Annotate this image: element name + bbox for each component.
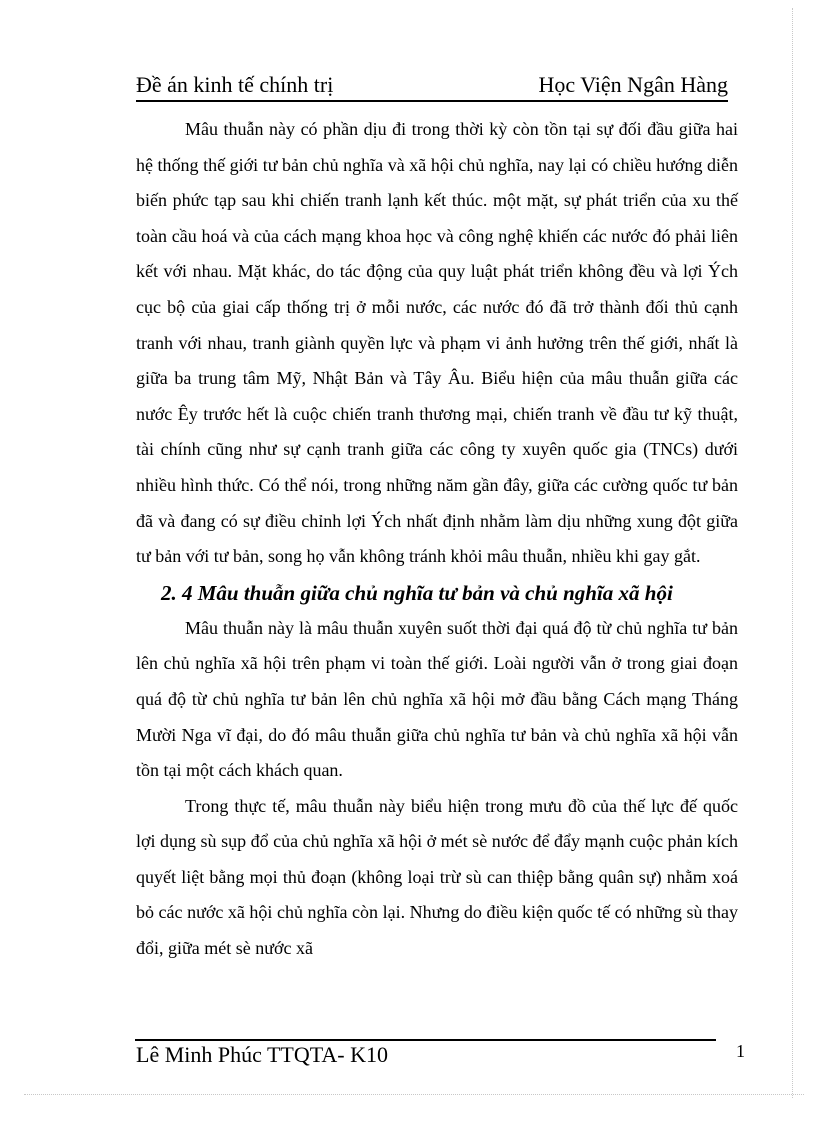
paragraph-2: Mâu thuẫn này là mâu thuẫn xuyên suốt thời đại quá độ từ chủ nghĩa tư bản lên chủ nghĩa xã hội trên phạm vi toàn thế giới. Loài người vẫn ở trong giai đoạn quá độ từ chủ nghĩa tư bản lên chủ nghĩa xã hội mở đầu bằng Cách mạng Tháng Mười Nga vĩ đại, do đó mâu thuẫn giữa chủ nghĩa tư bản và chủ nghĩa xã hội vẫn tồn tại một cách khách quan. xyxy=(136,617,738,781)
page-edge-right xyxy=(792,8,793,1098)
footer-divider xyxy=(135,1039,716,1041)
section-heading: 2. 4 Mâu thuẫn giữa chủ nghĩa tư bản và chủ nghĩa xã hội xyxy=(161,580,673,605)
page-number: 1 xyxy=(736,1041,745,1061)
page-header xyxy=(136,70,728,102)
footer-author: Lê Minh Phúc TTQTA- K10 xyxy=(136,1042,389,1067)
paragraph-1: Mâu thuẫn này có phần dịu đi trong thời kỳ còn tồn tại sự đối đầu giữa hai hệ thống thế giới tư bản chủ nghĩa và xã hội chủ nghĩa, nay lại có chiều hướng diễn biến phức tạp sau khi chiến tranh lạnh kết thúc. một mặt, sự phát triển của xu thế toàn cầu hoá và của cách mạng khoa học và công nghệ khiến các nước đó phải liên kết với nhau. Mặt khác, do tác động của quy luật phát triển không đều và lợi Ých cục bộ của giai cấp thống trị ở mỗi nước, các nước đó đã trở thành đối thủ cạnh tranh với nhau, tranh giành quyền lực và phạm vi ảnh hưởng trên thế giới, nhất là giữa ba trung tâm Mỹ, Nhật Bản và Tây Âu. Biểu hiện của mâu thuẫn giữa các nước Êy trước hết là cuộc chiến tranh thương mại, chiến tranh về đầu tư kỹ thuật, tài chính cũng như sự cạnh tranh giữa các công ty xuyên quốc gia (TNCs) dưới nhiều hình thức. Có thể nói, trong những năm gần đây, giữa các cường quốc tư bản đã và đang có sự điều chỉnh lợi Ých nhất định nhằm làm dịu những xung đột giữa tư bản với tư bản, song họ vẫn không tránh khỏi mâu thuẫn, nhiều khi gay gắt. xyxy=(136,119,738,567)
paragraph-3: Trong thực tế, mâu thuẫn này biểu hiện trong mưu đồ của thế lực đế quốc lợi dụng sù sụp đổ của chủ nghĩa xã hội ở mét sè nước để đẩy mạnh cuộc phản kích quyết liệt bằng mọi thủ đoạn (không loại trừ sù can thiệp bằng quân sự) nhằm xoá bỏ các nước xã hội chủ nghĩa còn lại. Nhưng do điều kiện quốc tế có những sù thay đổi, giữa mét sè nước xã xyxy=(136,795,738,959)
header-title-right: Học Viện Ngân Hàng xyxy=(538,72,728,97)
page-edge-bottom xyxy=(24,1094,804,1095)
header-title-left: Đề án kinh tế chính trị xyxy=(136,72,334,97)
page-content xyxy=(136,112,738,967)
